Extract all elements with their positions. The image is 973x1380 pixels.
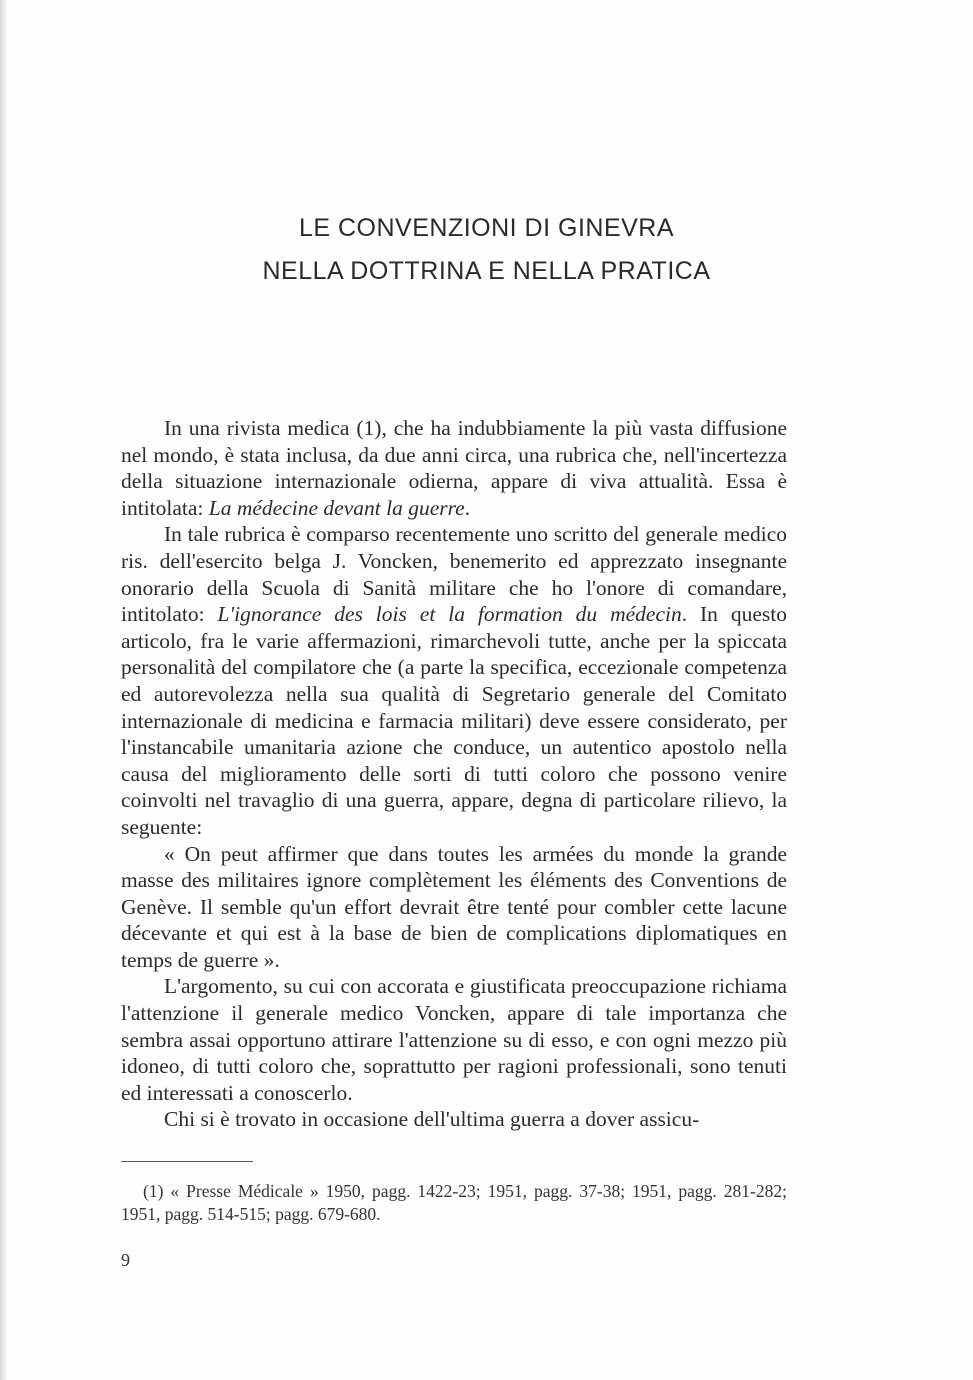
footnote-divider — [121, 1161, 253, 1162]
paragraph-3-quote: « On peut affirmer que dans toutes les armées du monde la grande masse des militaires ignore complètement les éléments des Conventions de Genève. Il semble qu'un effort devrait être tenté pour combler cette lacune décevante et qui est à la base de bien de complications diplomatiques en temps de guerre ». — [121, 841, 787, 972]
body-text — [121, 415, 787, 1133]
rubric-title: La médecine devant la guerre — [208, 495, 465, 520]
paragraph-1-text: In una rivista medica (1), che ha indubbiamente la più vasta diffusione nel mondo, è stata inclusa, da due anni circa, una rubrica che, nell'incertezza della situazione internazionale odierna, appare di viva attualità. Essa è intitolata: — [121, 416, 787, 520]
paragraph-2-rest: . In questo articolo, fra le varie affermazioni, rimarchevoli tutte, anche per la spiccata personalità del compilatore che (a parte la specifica, eccezionale competenza ed autorevolezza nella sua qualità di Segretario generale del Comitato internazionale di medicina e farmacia militari) deve essere considerato, per l'instancabile umanitaria azione che conduce, un autentico apostolo nella causa del miglioramento delle sorti di tutti coloro che possono venire coinvolti nel travaglio di una guerra, appare, degna di particolare rilievo, la seguente: — [121, 602, 788, 839]
paragraph-5: Chi si è trovato in occasione dell'ultima guerra a dover assicu- — [164, 1107, 700, 1132]
paragraph-2 — [121, 521, 787, 840]
paragraph-2-text: In tale rubrica è comparso recentemente uno scritto del generale medico ris. dell'esercito belga J. Voncken, benemerito ed apprezzato insegnante onorario della Scuola di Sanità militare che ho l'onore di comandare, intitolato: — [121, 522, 787, 627]
paragraph-1-end: . — [464, 495, 471, 520]
title-line-1: LE CONVENZIONI DI GINEVRA — [298, 214, 675, 242]
paragraph-4: L'argomento, su cui con accorata e giustificata preoccupazione richiama l'attenzione il generale medico Voncken, appare di tale importanza che sembra assai opportuno attirare l'attenzione su di esso, e con ogni mezzo più idoneo, di tutti coloro che, soprattutto per ragioni professionali, sono tenuti ed interessati a conoscerlo. — [121, 974, 787, 1105]
paragraph-1 — [121, 415, 787, 521]
page-number: 9 — [121, 1250, 130, 1270]
title-line-2: NELLA DOTTRINA E NELLA PRATICA — [262, 257, 711, 285]
article-title: L'ignorance des lois et la formation du médecin — [217, 602, 682, 627]
footnote: (1) « Presse Médicale » 1950, pagg. 1422-23; 1951, pagg. 37-38; 1951, pagg. 281-282; 1951, pagg. 514-515; pagg. 679-680. — [121, 1181, 787, 1224]
